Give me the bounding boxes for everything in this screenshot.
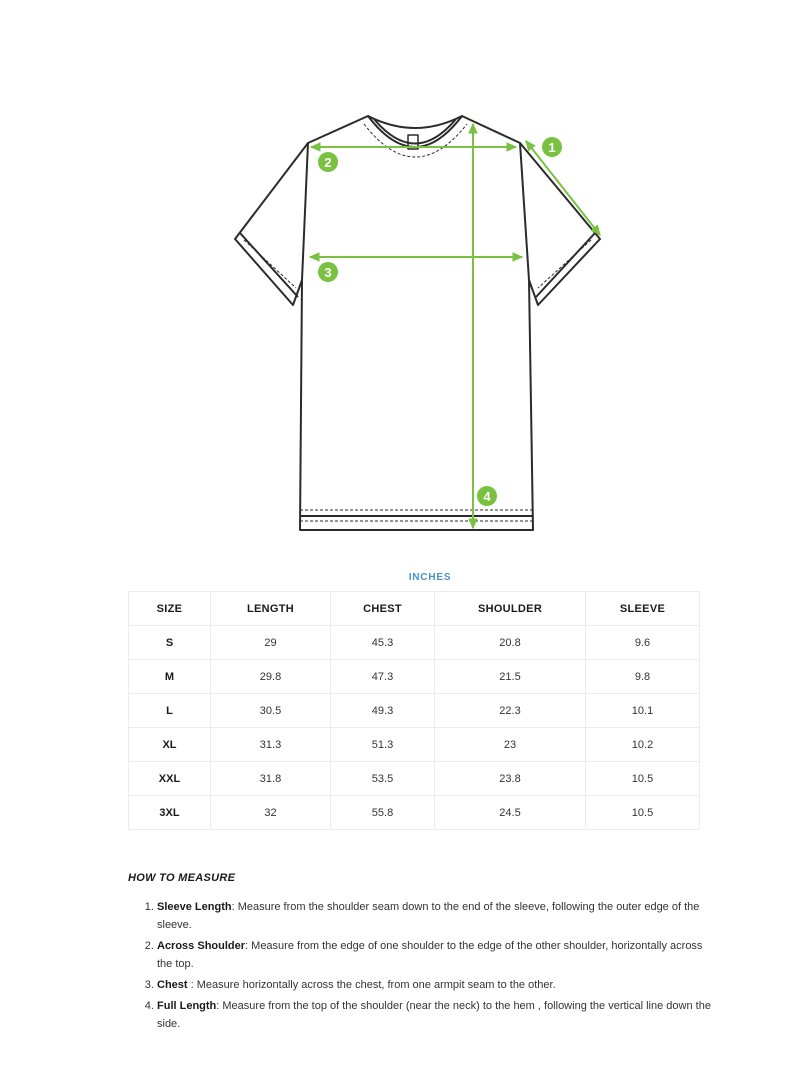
svg-text:2: 2 [324,155,332,170]
size-cell: M [129,660,211,694]
chest-cell: 51.3 [331,728,435,762]
step-term: Sleeve Length [157,901,232,913]
header-size: SIZE [129,592,211,626]
step-term: Chest [157,979,188,991]
header-length: LENGTH [211,592,331,626]
size-chart-table [128,591,700,830]
marker-3-icon [318,262,338,282]
svg-text:1: 1 [548,140,556,155]
list-item [157,997,717,1033]
chest-cell: 53.5 [331,762,435,796]
step-separator: : [245,940,252,952]
header-chest: CHEST [331,592,435,626]
shoulder-cell: 23.8 [435,762,586,796]
length-cell: 29.8 [211,660,331,694]
shoulder-cell: 21.5 [435,660,586,694]
step-term: Across Shoulder [157,940,246,952]
size-cell: S [129,626,211,660]
step-term: Full Length [157,1000,217,1012]
shoulder-cell: 20.8 [435,626,586,660]
step-separator: : [231,901,238,913]
chest-cell: 45.3 [331,626,435,660]
sleeve-cell: 9.8 [586,660,700,694]
marker-1-icon [542,137,562,157]
length-cell: 32 [211,796,331,830]
step-text: Measure horizontally across the chest, from one armpit seam to the other. [196,979,556,991]
size-cell: XXL [129,762,211,796]
marker-4-icon [477,486,497,506]
step-text: Measure from the top of the shoulder (near the neck) to the hem , following the vertical line down the side. [157,1000,711,1030]
shoulder-cell: 24.5 [435,796,586,830]
tshirt-outline [235,116,600,530]
chest-cell: 55.8 [331,796,435,830]
length-cell: 31.8 [211,762,331,796]
size-cell: L [129,694,211,728]
step-separator: : [187,979,197,991]
step-separator: : [216,1000,223,1012]
shoulder-cell: 22.3 [435,694,586,728]
units-label: INCHES [408,572,452,583]
list-item [157,898,717,934]
size-cell: XL [129,728,211,762]
header-sleeve: SLEEVE [586,592,700,626]
table-row [129,660,700,694]
table-row [129,728,700,762]
table-row [129,796,700,830]
how-to-measure-heading: HOW TO MEASURE [128,872,236,884]
step-text: Measure from the edge of one shoulder to the edge of the other shoulder, horizontally across the top. [157,940,703,970]
size-cell: 3XL [129,796,211,830]
sleeve-cell: 10.1 [586,694,700,728]
measure-steps-list [128,898,717,1036]
chest-cell: 49.3 [331,694,435,728]
list-item [157,937,717,973]
table-header-row [129,592,700,626]
table-row [129,762,700,796]
header-shoulder: SHOULDER [435,592,586,626]
marker-2-icon [318,152,338,172]
length-cell: 29 [211,626,331,660]
length-cell: 31.3 [211,728,331,762]
svg-text:3: 3 [324,265,332,280]
list-item [157,976,717,994]
sleeve-cell: 9.6 [586,626,700,660]
table-row [129,694,700,728]
shoulder-cell: 23 [435,728,586,762]
length-cell: 30.5 [211,694,331,728]
sleeve-cell: 10.2 [586,728,700,762]
chest-cell: 47.3 [331,660,435,694]
sleeve-cell: 10.5 [586,796,700,830]
sleeve-cell: 10.5 [586,762,700,796]
svg-text:4: 4 [483,489,491,504]
table-row [129,626,700,660]
step-text: Measure from the shoulder seam down to the end of the sleeve, following the outer edge of the sleeve. [157,901,700,931]
